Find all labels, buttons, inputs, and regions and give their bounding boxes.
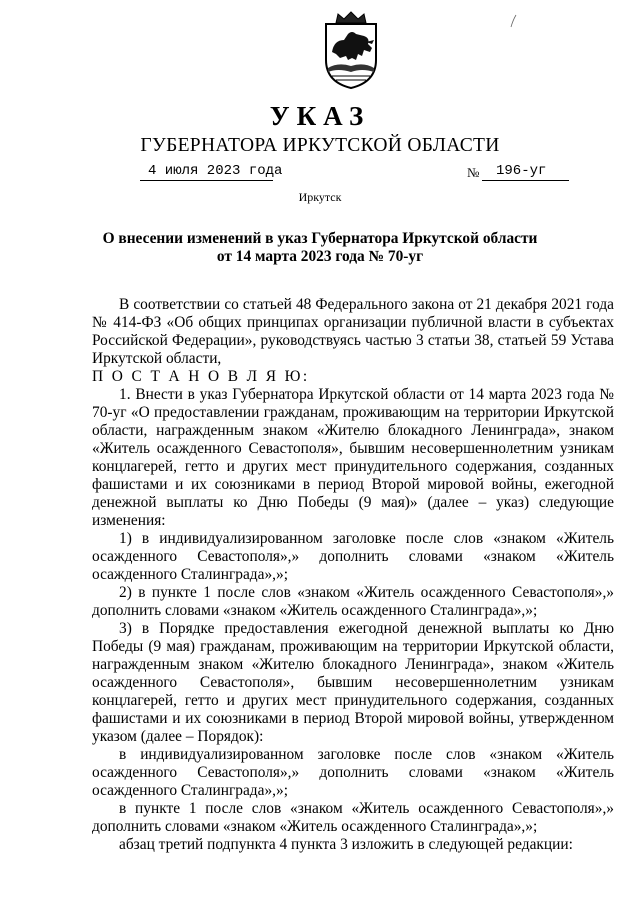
decree-word: П О С Т А Н О В Л Я Ю: [92, 368, 310, 385]
number-sign: № [467, 165, 480, 180]
preamble-paragraph: В соответствии со статьей 48 Федерального закона от 21 декабря 2021 года № 414-ФЗ «Об общих принципах организации публичной власти в субъектах Российской Федерации», руководствуясь частью 3 статьи 38, статьей 59 Устава Иркутской области, [92, 296, 614, 367]
item-1-paragraph: 1. Внести в указ Губернатора Иркутской области от 14 марта 2023 года № 70-уг «О предоставлении гражданам, проживающим на территории Иркутской области, награжденным знаком «Жителю блокадного Ленинграда», знаком «Житель осажденного Севастополя», бывшим несовершеннолетним узникам концлагерей, гетто и других мест принудительного содержания, созданных фашистами и их союзниками в период Второй мировой войны, ежегодной денежной выплаты ко Дню Победы (9 мая)» (далее – указ) следующие изменения: [92, 386, 614, 529]
document-title: УКАЗ [269, 101, 371, 131]
document-date: 4 июля 2023 года [148, 163, 283, 179]
document-subtitle: ГУБЕРНАТОРА ИРКУТСКОЙ ОБЛАСТИ [140, 135, 500, 156]
date-underline [140, 180, 273, 181]
subject-line-1: О внесении изменений в указ Губернатора Иркутской области [102, 230, 538, 247]
subitem-3-paragraph: 3) в Порядке предоставления ежегодной денежной выплаты ко Дню Победы (9 мая) гражданам, проживающим на территории Иркутской области, награжденным знаком «Жителю блокадного Ленинграда», знаком «Житель осажденного Севастополя», бывшим несовершеннолетним узникам концлагерей, гетто и других мест принудительного содержания, созданных фашистами и их союзниками в период Второй мировой войны, утвержденном указом (далее – Порядок): [92, 620, 614, 745]
irkutsk-coat-of-arms-icon [318, 10, 384, 90]
document-subject [60, 230, 580, 266]
number-underline [482, 180, 569, 181]
subitem-1-paragraph: 1) в индивидуализированном заголовке после слов «знаком «Житель осажденного Севастополя»,» дополнить словами «знаком «Житель осажденного Сталинграда»,»; [92, 530, 614, 583]
pen-mark-icon [508, 14, 518, 28]
subject-line-2: от 14 марта 2023 года № 70-уг [216, 248, 424, 265]
document-number: 196-уг [496, 163, 547, 179]
subitem-2-paragraph: 2) в пункте 1 после слов «знаком «Житель осажденного Севастополя»,» дополнить словами «знаком «Житель осажденного Сталинграда»,»; [92, 584, 614, 619]
subitem-3b-paragraph: в пункте 1 после слов «знаком «Житель осажденного Севастополя»,» дополнить словами «знаком «Житель осажденного Сталинграда»,»; [92, 800, 614, 835]
document-body [92, 296, 614, 854]
subitem-3a-paragraph: в индивидуализированном заголовке после слов «знаком «Житель осажденного Севастополя»,» дополнить словами «знаком «Житель осажденного Сталинграда»,»; [92, 746, 614, 799]
document-city: Иркутск [298, 190, 342, 204]
subitem-3c-paragraph: абзац третий подпункта 4 пункта 3 изложить в следующей редакции: [119, 836, 573, 853]
